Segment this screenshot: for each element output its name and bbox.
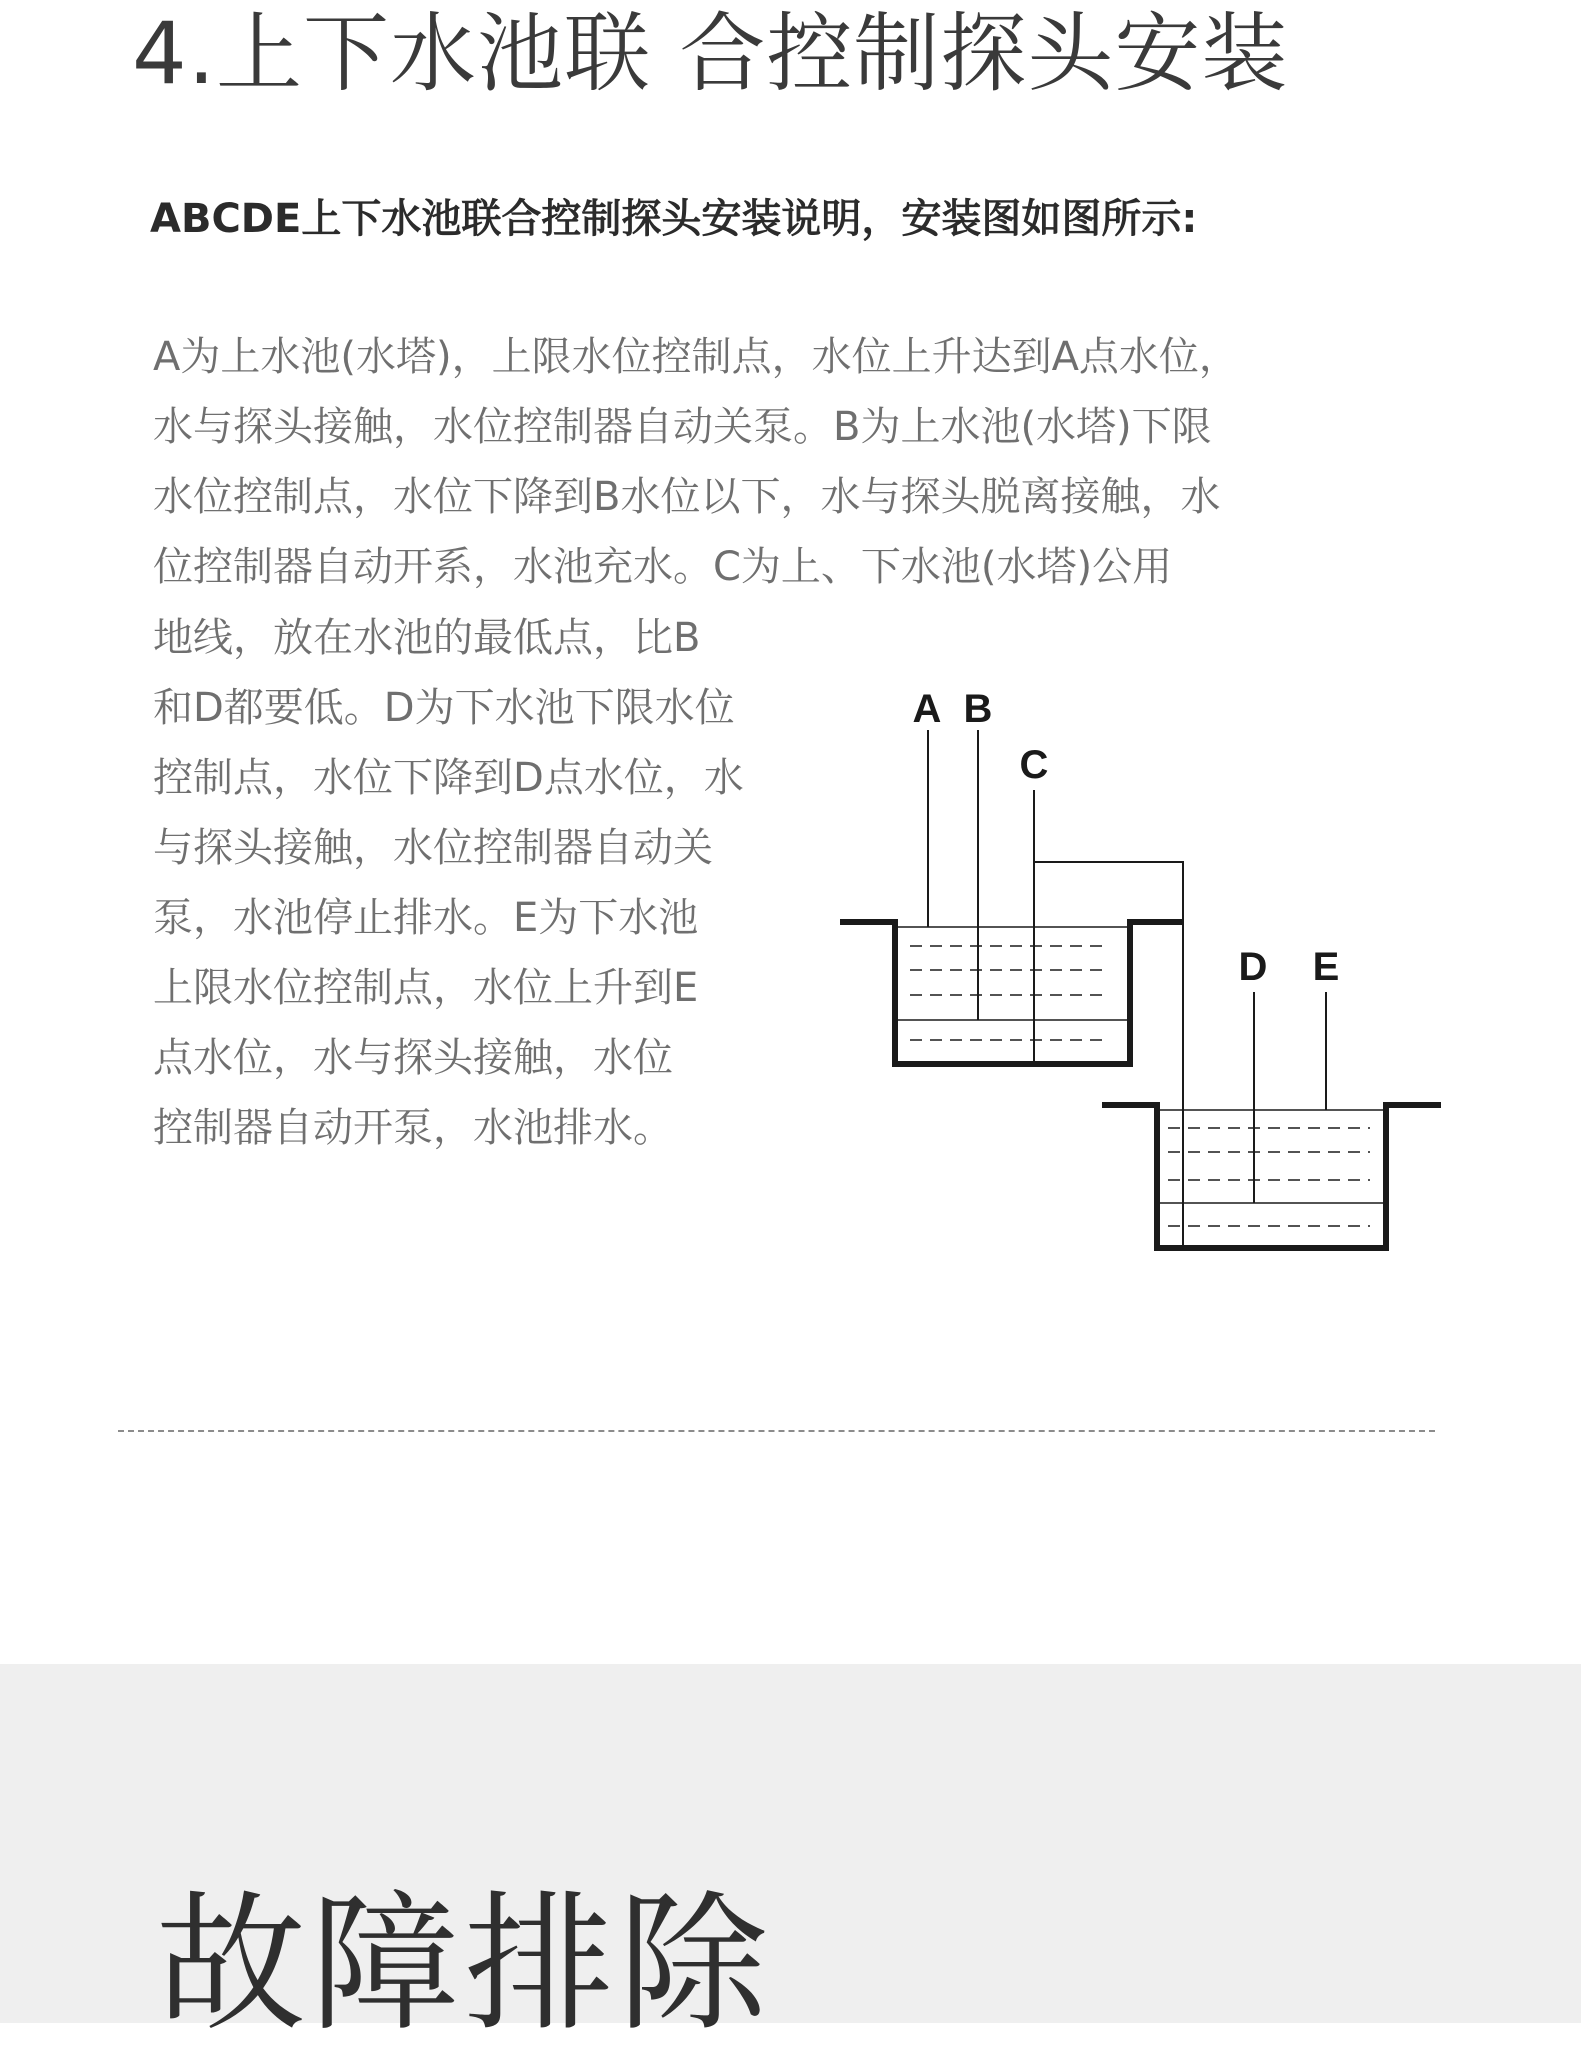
description-line: 水位控制点，水位下降到B水位以下，水与探头脱离接触，水: [153, 474, 1221, 520]
description-line: 与探头接触，水位控制器自动关: [153, 825, 713, 871]
diagram-strokes: [840, 730, 1441, 1248]
description-line: 控制器自动开泵，水池排水。: [153, 1105, 673, 1151]
description-paragraph-top: [153, 322, 1239, 602]
probe-labels: [913, 687, 1340, 989]
description-line: 泵，水池停止排水。E为下水池: [153, 895, 699, 941]
probe-d-label: D: [1238, 945, 1268, 989]
probe-e-label: E: [1312, 945, 1340, 989]
section-title: 4.上下水池联 合控制探头安装: [132, 4, 1289, 104]
description-line: 和D都要低。D为下水池下限水位: [153, 685, 735, 731]
description-line: 上限水位控制点，水位上升到E: [153, 965, 699, 1011]
probe-b-label: B: [963, 687, 993, 731]
probe-c-label: C: [1019, 743, 1049, 787]
description-line: 控制点，水位下降到D点水位，水: [153, 755, 744, 801]
installation-subtitle: ABCDE上下水池联合控制探头安装说明，安装图如图所示:: [150, 196, 1198, 242]
upper-tank-outline: [840, 922, 1182, 1064]
description-line: A为上水池(水塔)，上限水位控制点，水位上升达到A点水位，: [153, 334, 1239, 380]
description-line: 地线，放在水池的最低点，比B: [153, 615, 701, 661]
description-line: 水与探头接触，水位控制器自动关泵。B为上水池(水塔)下限: [153, 404, 1212, 450]
probe-installation-diagram: [830, 680, 1460, 1260]
troubleshooting-title: 故障排除: [156, 1878, 773, 2052]
description-line: 位控制器自动开系，水池充水。C为上、下水池(水塔)公用: [153, 544, 1173, 590]
description-paragraph-side: [153, 603, 744, 1163]
probe-a-label: A: [912, 687, 942, 731]
description-line: 点水位，水与探头接触，水位: [153, 1035, 673, 1081]
section-divider: [118, 1430, 1435, 1432]
